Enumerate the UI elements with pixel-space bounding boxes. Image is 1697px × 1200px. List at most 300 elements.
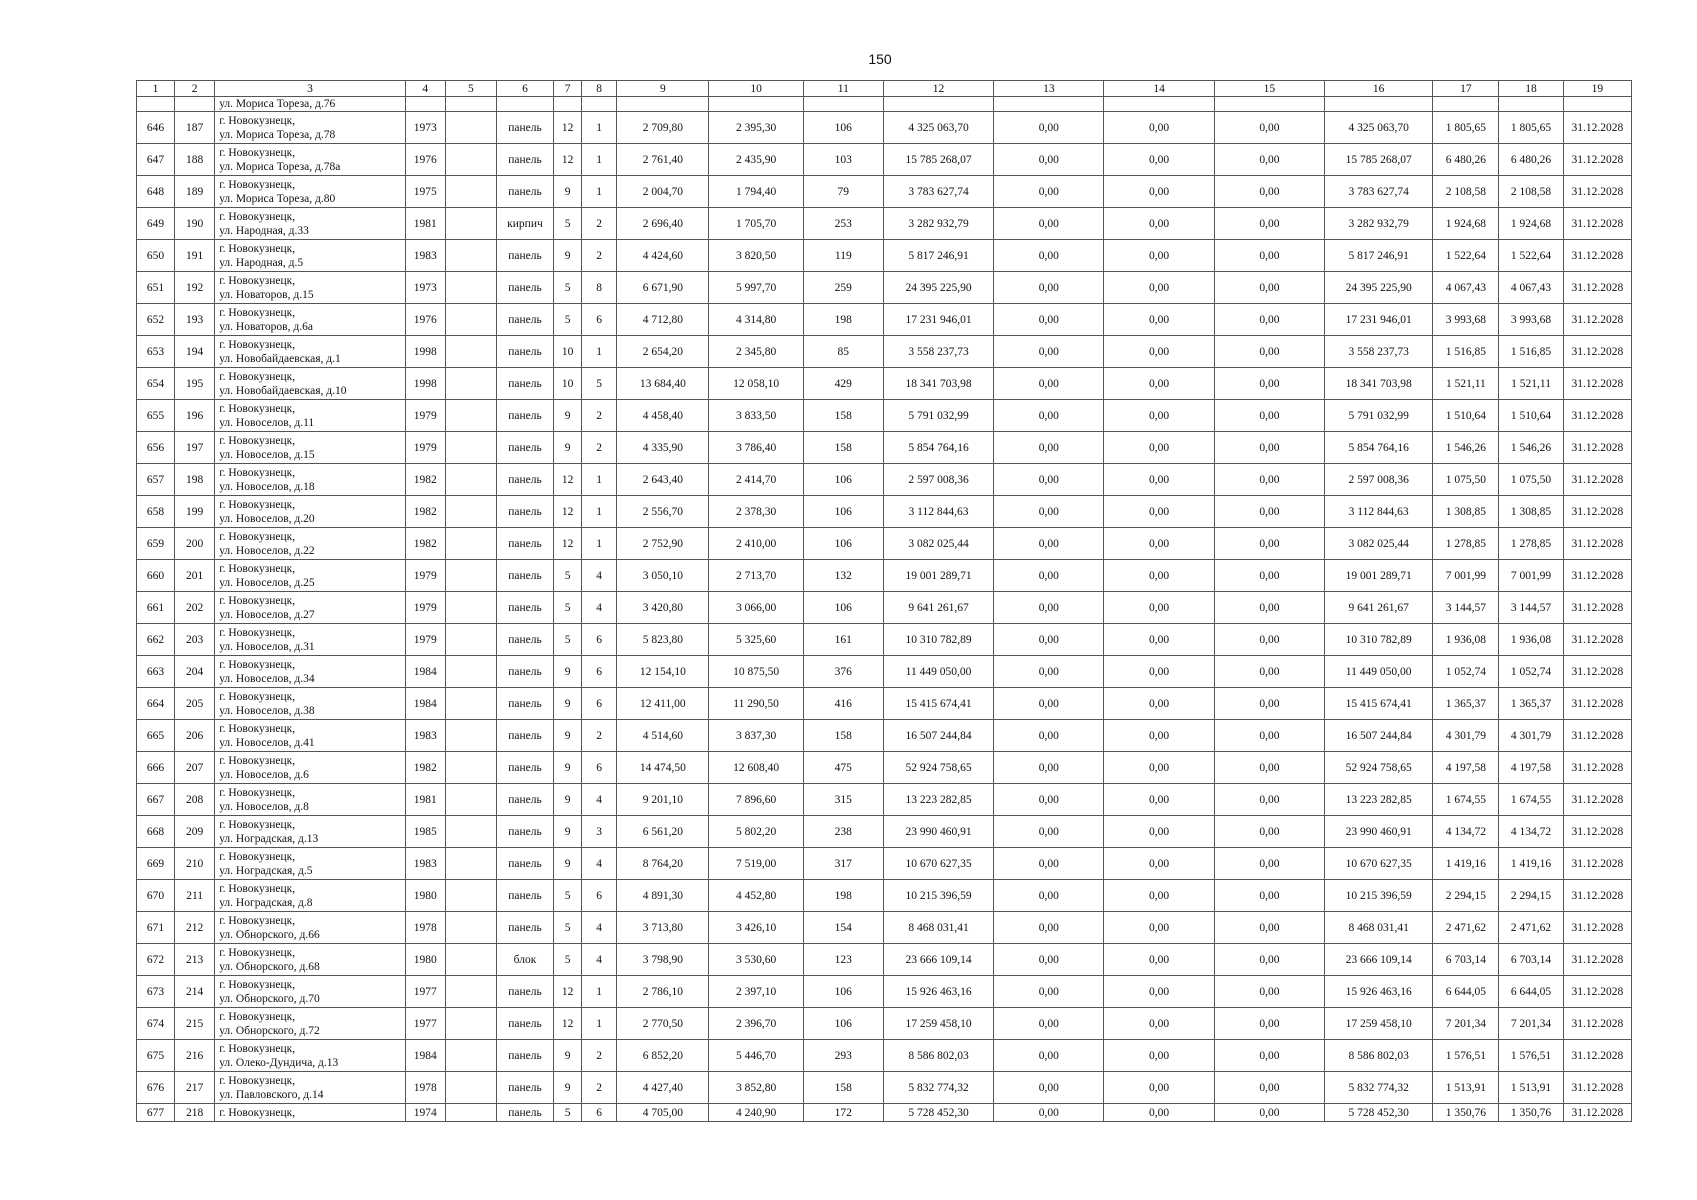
cell-en: 3 — [582, 816, 617, 848]
cell-n: 670 — [137, 880, 175, 912]
cell-en: 1 — [582, 496, 617, 528]
cell-year: 1982 — [405, 528, 445, 560]
city-text: г. Новокузнецк, — [219, 178, 296, 191]
cell-c15: 0,00 — [1214, 752, 1324, 784]
cell-c5 — [445, 1104, 496, 1122]
cell-c11: 106 — [803, 464, 883, 496]
cell-c18: 1 278,85 — [1499, 528, 1563, 560]
table-row — [137, 1008, 1632, 1040]
table-row — [137, 624, 1632, 656]
cell-mat: кирпич — [496, 208, 553, 240]
cell-a9: 3 420,80 — [617, 592, 709, 624]
cell-mat: панель — [496, 144, 553, 176]
cell-k: 210 — [175, 848, 215, 880]
cell-c15: 0,00 — [1214, 496, 1324, 528]
address-cell — [215, 848, 406, 880]
cell-year: 1979 — [405, 592, 445, 624]
city-text: г. Новокузнецк, — [219, 594, 296, 607]
cell-c17: 7 201,34 — [1433, 1008, 1499, 1040]
column-header: 18 — [1499, 81, 1563, 97]
cell-c5 — [445, 528, 496, 560]
cell-k: 203 — [175, 624, 215, 656]
cell-year: 1998 — [405, 336, 445, 368]
cell-mat: панель — [496, 368, 553, 400]
address-cell — [215, 240, 406, 272]
city-text: г. Новокузнецк, — [219, 722, 296, 735]
column-header: 1 — [137, 81, 175, 97]
cell-c5 — [445, 464, 496, 496]
cell-a9: 6 852,20 — [617, 1040, 709, 1072]
cell-c18: 2 294,15 — [1499, 880, 1563, 912]
cell-c14: 0,00 — [1104, 784, 1214, 816]
cell-a10: 1 794,40 — [709, 176, 803, 208]
cell-mat: панель — [496, 304, 553, 336]
cell-fl: 9 — [554, 720, 582, 752]
cell-a9: 4 458,40 — [617, 400, 709, 432]
cell-c18: 3 144,57 — [1499, 592, 1563, 624]
column-header: 19 — [1563, 81, 1631, 97]
cell-a10: 3 833,50 — [709, 400, 803, 432]
cell-c12: 8 468 031,41 — [883, 912, 993, 944]
cell-c15: 0,00 — [1214, 656, 1324, 688]
cell-c11: 106 — [803, 528, 883, 560]
cell-c12: 10 215 396,59 — [883, 880, 993, 912]
cell-a10: 3 786,40 — [709, 432, 803, 464]
cell-c13: 0,00 — [994, 656, 1104, 688]
address-cell — [215, 816, 406, 848]
cell-c5 — [445, 336, 496, 368]
cell-c12: 18 341 703,98 — [883, 368, 993, 400]
cell-fl: 9 — [554, 784, 582, 816]
cell-year: 1974 — [405, 1104, 445, 1122]
cell-en: 1 — [582, 176, 617, 208]
cell-fl: 10 — [554, 368, 582, 400]
cell-c18: 1 674,55 — [1499, 784, 1563, 816]
cell-c5 — [445, 752, 496, 784]
city-text: г. Новокузнецк, — [219, 626, 296, 639]
cell-c19: 31.12.2028 — [1563, 400, 1631, 432]
cell-c16: 11 449 050,00 — [1325, 656, 1433, 688]
cell-a9: 2 709,80 — [617, 112, 709, 144]
street-text: ул. Новоселов, д.25 — [219, 576, 315, 589]
cell-mat: панель — [496, 432, 553, 464]
city-text: г. Новокузнецк, — [219, 850, 296, 863]
cell-year: 1985 — [405, 816, 445, 848]
cell-c13: 0,00 — [994, 944, 1104, 976]
cell-c5 — [445, 1008, 496, 1040]
cell-c13: 0,00 — [994, 208, 1104, 240]
cell-c18: 1 510,64 — [1499, 400, 1563, 432]
cell-c19: 31.12.2028 — [1563, 368, 1631, 400]
cell-fl: 9 — [554, 176, 582, 208]
cell-c16: 2 597 008,36 — [1325, 464, 1433, 496]
cell-c14: 0,00 — [1104, 464, 1214, 496]
street-text: ул. Новоселов, д.22 — [219, 544, 315, 557]
cell-a9: 4 705,00 — [617, 1104, 709, 1122]
city-text: г. Новокузнецк, — [219, 242, 296, 255]
address-cell — [215, 336, 406, 368]
cell-c18: 2 108,58 — [1499, 176, 1563, 208]
cell-a10: 5 325,60 — [709, 624, 803, 656]
cell-c14: 0,00 — [1104, 1072, 1214, 1104]
cell-mat: панель — [496, 1072, 553, 1104]
cell-k: 205 — [175, 688, 215, 720]
cell-c15: 0,00 — [1214, 400, 1324, 432]
cell-k: 209 — [175, 816, 215, 848]
cell-c11: 172 — [803, 1104, 883, 1122]
cell-c19: 31.12.2028 — [1563, 1008, 1631, 1040]
cell-year: 1980 — [405, 880, 445, 912]
cell-fl: 12 — [554, 464, 582, 496]
cell-c14: 0,00 — [1104, 144, 1214, 176]
column-header: 12 — [883, 81, 993, 97]
cell-en: 4 — [582, 848, 617, 880]
cell-c19: 31.12.2028 — [1563, 208, 1631, 240]
cell-a10: 12 058,10 — [709, 368, 803, 400]
cell-mat: панель — [496, 784, 553, 816]
table-row — [137, 944, 1632, 976]
table-row — [137, 176, 1632, 208]
cell-n: 664 — [137, 688, 175, 720]
cell-fl: 5 — [554, 880, 582, 912]
cell-a9: 12 411,00 — [617, 688, 709, 720]
cell-k: 207 — [175, 752, 215, 784]
cell-c18: 6 480,26 — [1499, 144, 1563, 176]
cell-a10: 2 414,70 — [709, 464, 803, 496]
street-text: ул. Новоселов, д.20 — [219, 512, 315, 525]
cell-c13: 0,00 — [994, 624, 1104, 656]
cell-c13: 0,00 — [994, 752, 1104, 784]
cell-c16: 23 666 109,14 — [1325, 944, 1433, 976]
cell-n: 659 — [137, 528, 175, 560]
address-cell — [215, 560, 406, 592]
cell-c17: 3 993,68 — [1433, 304, 1499, 336]
cell-k: 200 — [175, 528, 215, 560]
cell-c12: 8 586 802,03 — [883, 1040, 993, 1072]
cell-fl: 9 — [554, 432, 582, 464]
address-cell — [215, 752, 406, 784]
cell-fl: 9 — [554, 688, 582, 720]
cell-c17: 6 703,14 — [1433, 944, 1499, 976]
address-cell — [215, 144, 406, 176]
cell-c5 — [445, 240, 496, 272]
cell-year: 1984 — [405, 1040, 445, 1072]
cell-c18: 7 201,34 — [1499, 1008, 1563, 1040]
table-row — [137, 1104, 1632, 1122]
cell-c19: 31.12.2028 — [1563, 656, 1631, 688]
cell-a9: 2 696,40 — [617, 208, 709, 240]
cell-c13: 0,00 — [994, 1104, 1104, 1122]
cell-c17: 2 471,62 — [1433, 912, 1499, 944]
cell-c15: 0,00 — [1214, 464, 1324, 496]
cell-c11: 154 — [803, 912, 883, 944]
cell-c5 — [445, 976, 496, 1008]
cell-a10: 4 240,90 — [709, 1104, 803, 1122]
table-row — [137, 528, 1632, 560]
cell-c5 — [445, 848, 496, 880]
cell-a9: 2 004,70 — [617, 176, 709, 208]
street-text: ул. Новоселов, д.31 — [219, 640, 315, 653]
cell-year: 1976 — [405, 144, 445, 176]
cell-c13: 0,00 — [994, 112, 1104, 144]
address-cell — [215, 1008, 406, 1040]
table-row — [137, 112, 1632, 144]
cell-c18: 1 513,91 — [1499, 1072, 1563, 1104]
cell-a10: 12 608,40 — [709, 752, 803, 784]
cell-mat: панель — [496, 1104, 553, 1122]
cell-mat: панель — [496, 656, 553, 688]
cell-n: 657 — [137, 464, 175, 496]
cell-fl: 12 — [554, 528, 582, 560]
cell-c5 — [445, 368, 496, 400]
cell-year: 1976 — [405, 304, 445, 336]
cell-c5 — [445, 112, 496, 144]
cell-c18: 4 134,72 — [1499, 816, 1563, 848]
cell-n: 652 — [137, 304, 175, 336]
cell-n: 649 — [137, 208, 175, 240]
cell-c13: 0,00 — [994, 688, 1104, 720]
column-header: 6 — [496, 81, 553, 97]
cell-c18: 1 805,65 — [1499, 112, 1563, 144]
cell-c14: 0,00 — [1104, 592, 1214, 624]
cell-c14: 0,00 — [1104, 720, 1214, 752]
cell-c19: 31.12.2028 — [1563, 464, 1631, 496]
cell-k: 214 — [175, 976, 215, 1008]
cell-c12: 5 854 764,16 — [883, 432, 993, 464]
cell-c14: 0,00 — [1104, 208, 1214, 240]
cell-c15: 0,00 — [1214, 880, 1324, 912]
city-text: г. Новокузнецк, — [219, 658, 296, 671]
cell-c12: 15 926 463,16 — [883, 976, 993, 1008]
cell-c12: 15 415 674,41 — [883, 688, 993, 720]
cell-c14: 0,00 — [1104, 560, 1214, 592]
cell-c16: 15 415 674,41 — [1325, 688, 1433, 720]
address-cell — [215, 1104, 406, 1122]
cell-c12: 52 924 758,65 — [883, 752, 993, 784]
cell-k: 215 — [175, 1008, 215, 1040]
cell-c14: 0,00 — [1104, 624, 1214, 656]
address-cell — [215, 720, 406, 752]
cell-k: 201 — [175, 560, 215, 592]
cell-c11: 416 — [803, 688, 883, 720]
cell-fl: 12 — [554, 496, 582, 528]
cell-c11: 293 — [803, 1040, 883, 1072]
cell-c18: 2 471,62 — [1499, 912, 1563, 944]
cell-c5 — [445, 304, 496, 336]
cell-a9: 2 752,90 — [617, 528, 709, 560]
cell-c12: 3 082 025,44 — [883, 528, 993, 560]
cell-n: 648 — [137, 176, 175, 208]
cell-c19: 31.12.2028 — [1563, 272, 1631, 304]
cell-a10: 5 802,20 — [709, 816, 803, 848]
address-cell — [215, 112, 406, 144]
cell-en: 2 — [582, 400, 617, 432]
cell-en: 6 — [582, 304, 617, 336]
cell-c18: 1 522,64 — [1499, 240, 1563, 272]
cell-year: 1979 — [405, 624, 445, 656]
cell-fl: 5 — [554, 912, 582, 944]
cell-c17: 4 067,43 — [1433, 272, 1499, 304]
cell-a10: 3 852,80 — [709, 1072, 803, 1104]
cell-c11: 158 — [803, 432, 883, 464]
street-text: ул. Новоселов, д.27 — [219, 608, 315, 621]
cell-k: 187 — [175, 112, 215, 144]
cell-c17: 1 308,85 — [1433, 496, 1499, 528]
cell-year: 1981 — [405, 208, 445, 240]
cell-n: 666 — [137, 752, 175, 784]
cell-c19: 31.12.2028 — [1563, 624, 1631, 656]
street-text: ул. Обнорского, д.68 — [219, 960, 320, 973]
cell-c17: 4 197,58 — [1433, 752, 1499, 784]
cell-c13: 0,00 — [994, 784, 1104, 816]
cell-c14: 0,00 — [1104, 304, 1214, 336]
cell-c18: 1 419,16 — [1499, 848, 1563, 880]
city-text: г. Новокузнецк, — [219, 1106, 296, 1119]
cell-c12: 3 282 932,79 — [883, 208, 993, 240]
cell-c15: 0,00 — [1214, 720, 1324, 752]
address-cell — [215, 976, 406, 1008]
column-header: 7 — [554, 81, 582, 97]
address-cell — [215, 464, 406, 496]
cell-c19: 31.12.2028 — [1563, 1104, 1631, 1122]
cell-year: 1978 — [405, 1072, 445, 1104]
column-header: 4 — [405, 81, 445, 97]
street-text: ул. Обнорского, д.72 — [219, 1024, 320, 1037]
cell-mat: панель — [496, 272, 553, 304]
cell-mat: панель — [496, 720, 553, 752]
street-text: ул. Мориса Тореза, д.78 — [219, 128, 336, 141]
street-text: ул. Народная, д.33 — [219, 224, 309, 237]
cell-a10: 3 426,10 — [709, 912, 803, 944]
street-text: ул. Обнорского, д.70 — [219, 992, 320, 1005]
cell-c16: 10 310 782,89 — [1325, 624, 1433, 656]
cell-a10: 2 378,30 — [709, 496, 803, 528]
street-text: ул. Мориса Тореза, д.80 — [219, 192, 336, 205]
cell-c15: 0,00 — [1214, 944, 1324, 976]
cell-year: 1983 — [405, 720, 445, 752]
cell-c11: 79 — [803, 176, 883, 208]
cell-c13: 0,00 — [994, 368, 1104, 400]
cell-c14: 0,00 — [1104, 1008, 1214, 1040]
cell-k: 189 — [175, 176, 215, 208]
table-row — [137, 432, 1632, 464]
cell-k: 208 — [175, 784, 215, 816]
city-text: г. Новокузнецк, — [219, 402, 296, 415]
address-cell — [215, 912, 406, 944]
cell-k: 202 — [175, 592, 215, 624]
cell-c15: 0,00 — [1214, 432, 1324, 464]
cell-c5 — [445, 1040, 496, 1072]
cell-k: 198 — [175, 464, 215, 496]
cell-c13: 0,00 — [994, 912, 1104, 944]
cell-mat: панель — [496, 912, 553, 944]
cell-c15: 0,00 — [1214, 336, 1324, 368]
cell-fl: 9 — [554, 400, 582, 432]
cell-c15: 0,00 — [1214, 912, 1324, 944]
cell-c16: 15 926 463,16 — [1325, 976, 1433, 1008]
cell-c13: 0,00 — [994, 816, 1104, 848]
cell-c19: 31.12.2028 — [1563, 528, 1631, 560]
cell-en: 1 — [582, 1008, 617, 1040]
street-text: ул. Новобайдаевская, д.1 — [219, 352, 341, 365]
cell-fl: 5 — [554, 304, 582, 336]
city-text: г. Новокузнецк, — [219, 978, 296, 991]
cell-fl: 9 — [554, 816, 582, 848]
cell-n: 676 — [137, 1072, 175, 1104]
cell-c5 — [445, 816, 496, 848]
cell-c17: 1 521,11 — [1433, 368, 1499, 400]
cell-mat: панель — [496, 400, 553, 432]
table-row — [137, 560, 1632, 592]
street-text: ул. Мориса Тореза, д.78а — [219, 160, 341, 173]
cell-c13: 0,00 — [994, 432, 1104, 464]
cell-c15: 0,00 — [1214, 1040, 1324, 1072]
address-cell — [215, 272, 406, 304]
street-text: ул. Новоселов, д.18 — [219, 480, 315, 493]
cell-c19: 31.12.2028 — [1563, 688, 1631, 720]
cell-en: 4 — [582, 944, 617, 976]
column-header: 10 — [709, 81, 803, 97]
cell-c12: 5 791 032,99 — [883, 400, 993, 432]
cell-c19: 31.12.2028 — [1563, 496, 1631, 528]
cell-c19: 31.12.2028 — [1563, 112, 1631, 144]
table-row — [137, 368, 1632, 400]
cell-c15: 0,00 — [1214, 560, 1324, 592]
cell-k: 188 — [175, 144, 215, 176]
cell-year: 1979 — [405, 432, 445, 464]
cell-c19: 31.12.2028 — [1563, 144, 1631, 176]
cell-c19: 31.12.2028 — [1563, 976, 1631, 1008]
cell-n: 651 — [137, 272, 175, 304]
street-text: ул. Новаторов, д.6а — [219, 320, 313, 333]
cell-fl: 9 — [554, 656, 582, 688]
cell-c19: 31.12.2028 — [1563, 336, 1631, 368]
cell-a9: 9 201,10 — [617, 784, 709, 816]
cell-c15: 0,00 — [1214, 1008, 1324, 1040]
cell-fl: 5 — [554, 208, 582, 240]
cell-mat: панель — [496, 528, 553, 560]
cell-n: 674 — [137, 1008, 175, 1040]
cell-c16: 3 558 237,73 — [1325, 336, 1433, 368]
cell-n: 656 — [137, 432, 175, 464]
cell-c12: 10 310 782,89 — [883, 624, 993, 656]
cell-k: 191 — [175, 240, 215, 272]
cell-c19: 31.12.2028 — [1563, 848, 1631, 880]
cell-c16: 3 112 844,63 — [1325, 496, 1433, 528]
cell-n: 672 — [137, 944, 175, 976]
cell-a9: 4 891,30 — [617, 880, 709, 912]
cell-c19: 31.12.2028 — [1563, 240, 1631, 272]
cell-c12: 9 641 261,67 — [883, 592, 993, 624]
cell-k: 213 — [175, 944, 215, 976]
table-row — [137, 336, 1632, 368]
cell-k: 212 — [175, 912, 215, 944]
city-text: г. Новокузнецк, — [219, 434, 296, 447]
city-text: г. Новокузнецк, — [219, 498, 296, 511]
cell-c13: 0,00 — [994, 176, 1104, 208]
cell-c16: 23 990 460,91 — [1325, 816, 1433, 848]
cell-n: 667 — [137, 784, 175, 816]
cell-fl: 5 — [554, 560, 582, 592]
cell-fl: 10 — [554, 336, 582, 368]
cell-en: 2 — [582, 240, 617, 272]
cell-k: 197 — [175, 432, 215, 464]
address-cell — [215, 592, 406, 624]
address-cell — [215, 880, 406, 912]
cell-c19: 31.12.2028 — [1563, 432, 1631, 464]
column-header: 5 — [445, 81, 496, 97]
cell-n: 669 — [137, 848, 175, 880]
